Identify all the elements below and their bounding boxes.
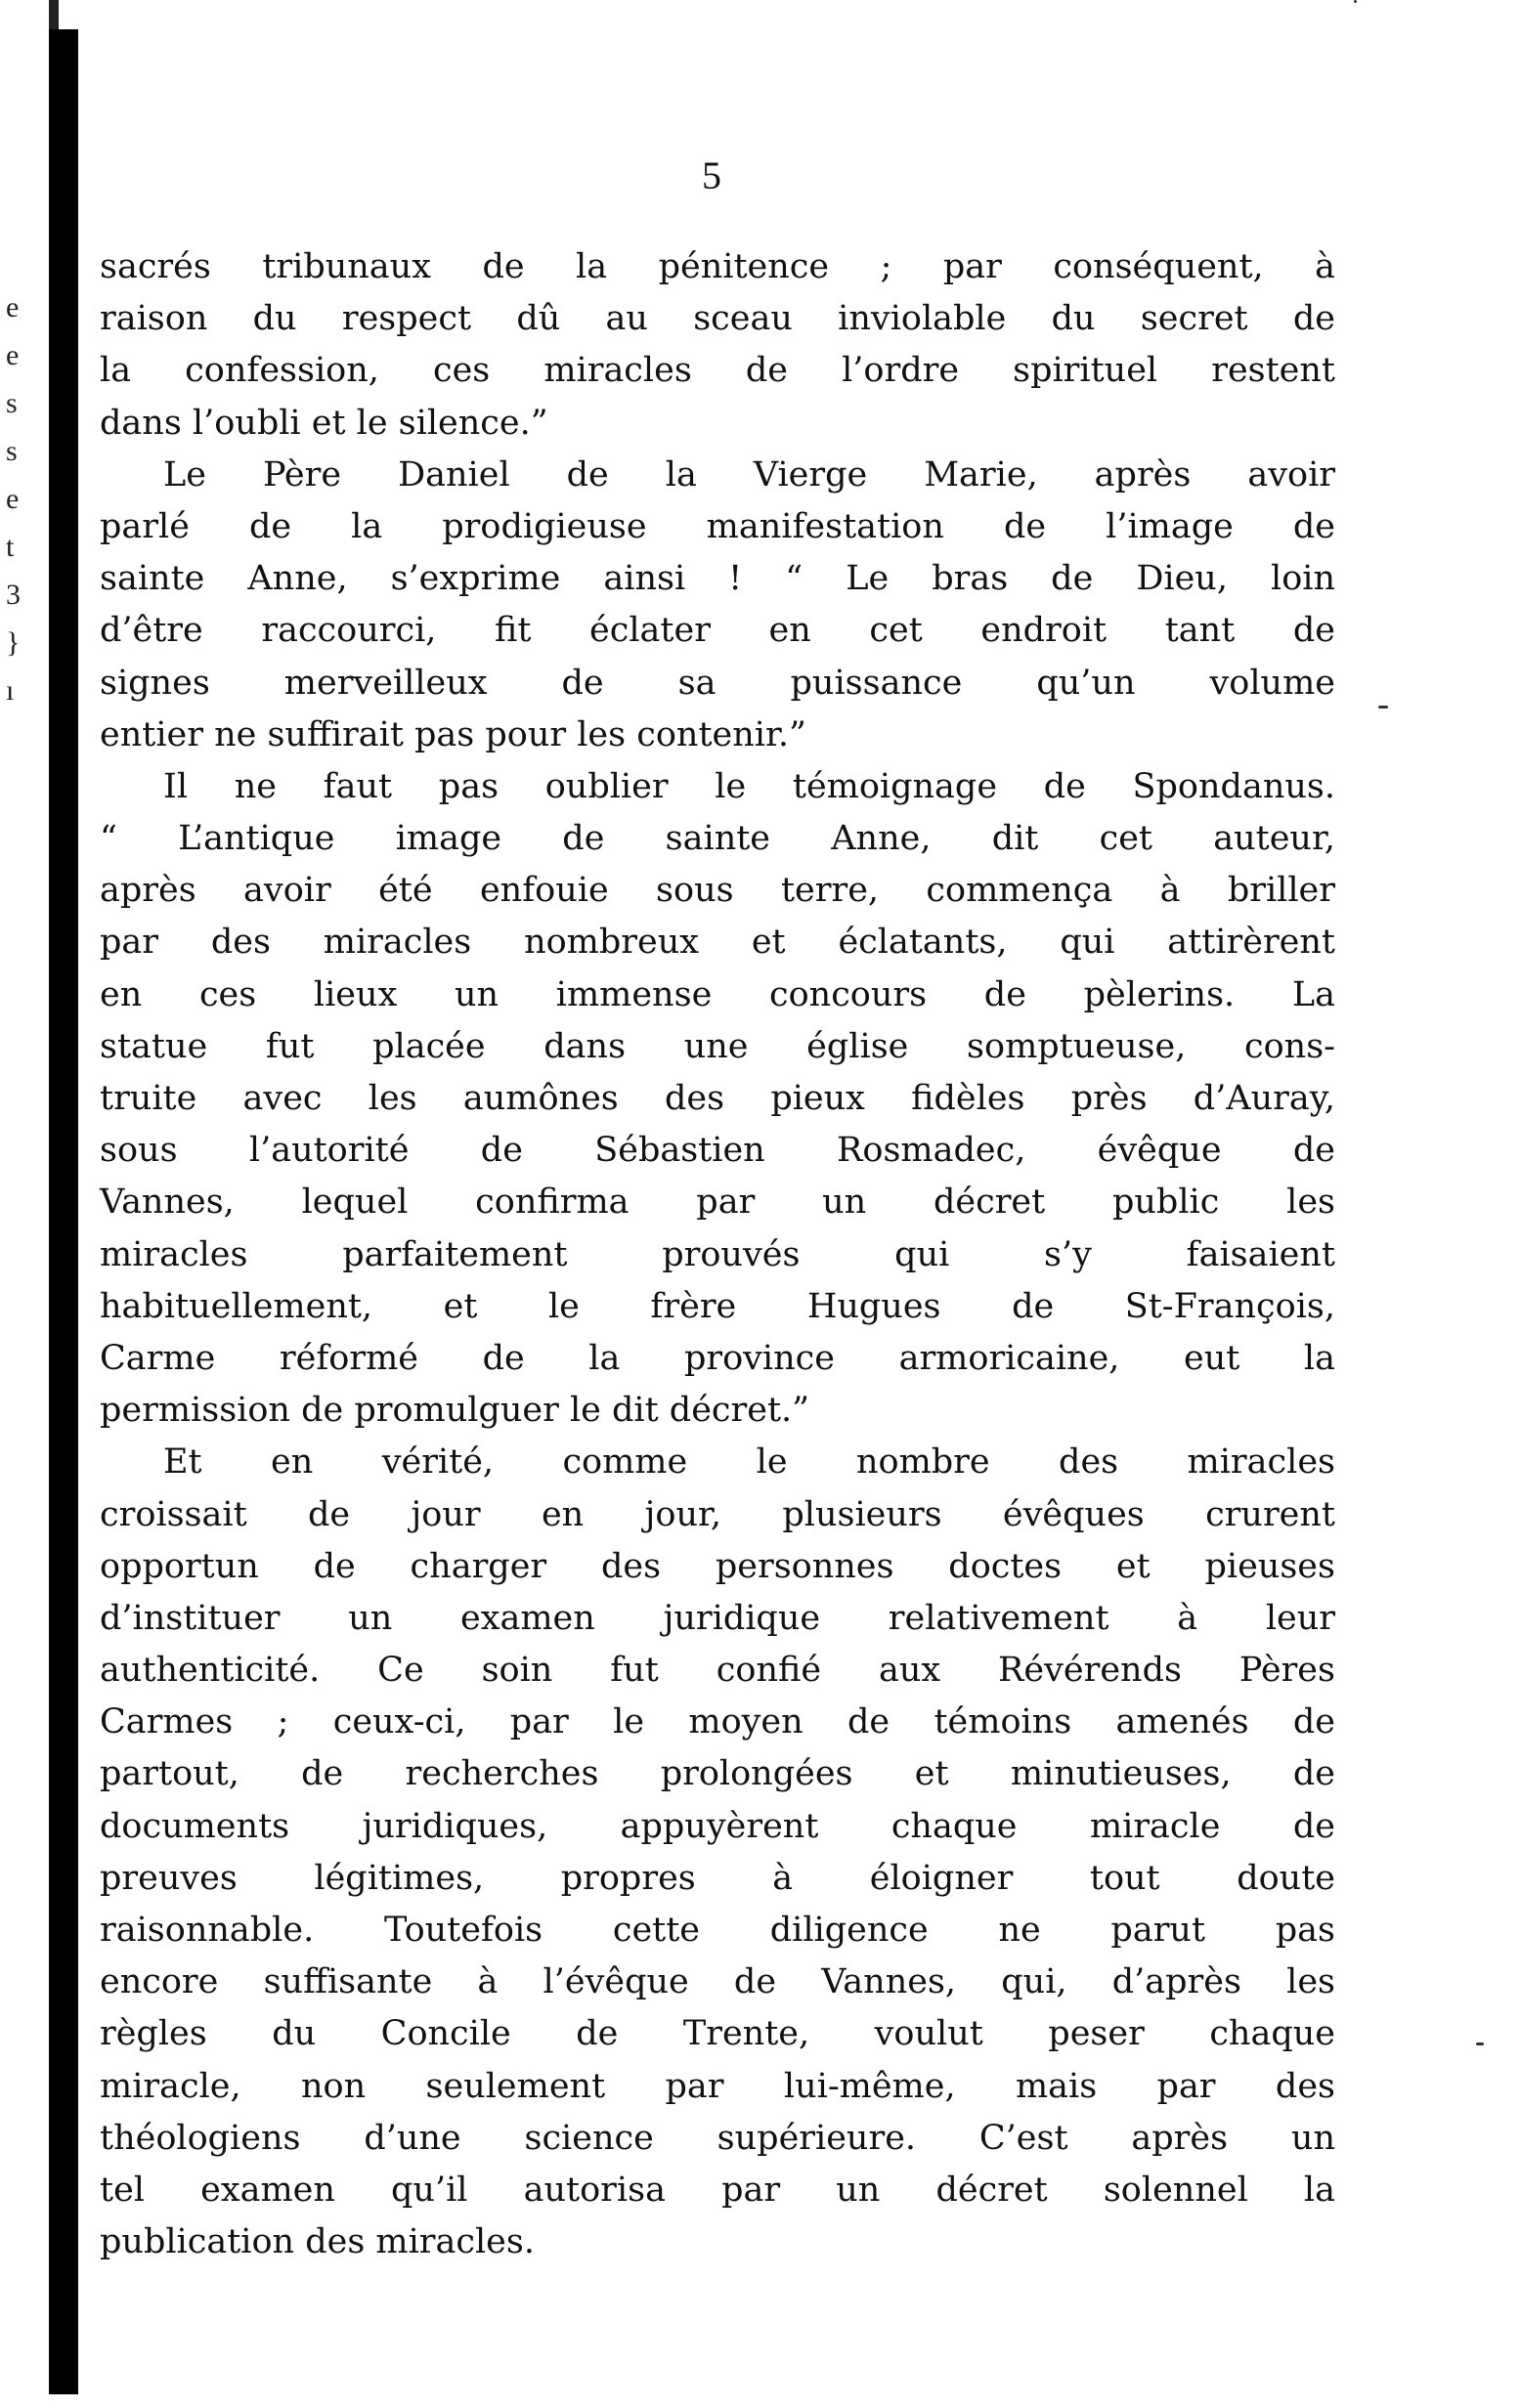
bleed-letter: s bbox=[6, 387, 18, 419]
text-line: la confession, ces miracles de l’ordre spirituel restent bbox=[100, 351, 1335, 391]
text-line: théologiens d’une science supérieure. C’est après un bbox=[100, 2118, 1335, 2158]
text-line: opportun de charger des personnes doctes et pieuses bbox=[100, 1546, 1335, 1586]
bleed-letter: t bbox=[6, 531, 15, 563]
binding-shadow-top bbox=[49, 0, 59, 29]
bleed-letter: e bbox=[6, 483, 20, 515]
text-line: authenticité. Ce soin fut confié aux Révérends Pères bbox=[100, 1651, 1335, 1691]
text-line: entier ne suffirait pas pour les contenir.” bbox=[100, 714, 806, 754]
text-line: miracles parfaitement prouvés qui s’y faisaient bbox=[100, 1234, 1335, 1274]
text-line: croissait de jour en jour, plusieurs évêques crurent bbox=[100, 1494, 1335, 1534]
text-line: par des miracles nombreux et éclatants, qui attirèrent bbox=[100, 923, 1335, 963]
scan-speck bbox=[1378, 706, 1388, 709]
text-line: Vannes, lequel confirma par un décret public les bbox=[100, 1182, 1335, 1223]
text-line: parlé de la prodigieuse manifestation de l’image de bbox=[100, 506, 1335, 546]
text-line: miracle, non seulement par lui-même, mais par des bbox=[100, 2066, 1335, 2106]
text-line: publication des miracles. bbox=[100, 2222, 535, 2262]
text-line: sainte Anne, s’exprime ainsi ! “ Le bras de Dieu, loin bbox=[100, 559, 1335, 599]
bleed-letter: ı bbox=[6, 674, 15, 707]
bleed-letter: 3 bbox=[6, 579, 21, 611]
text-line: en ces lieux un immense concours de pèlerins. La bbox=[100, 974, 1335, 1014]
body-text bbox=[100, 241, 1335, 2268]
text-line: Et en vérité, comme le nombre des miracles bbox=[163, 1442, 1335, 1483]
page-number: 5 bbox=[702, 153, 721, 197]
scan-speck bbox=[1476, 2042, 1484, 2045]
text-line: règles du Concile de Trente, voulut peser chaque bbox=[100, 2014, 1335, 2054]
text-line: Carme réformé de la province armoricaine, eut la bbox=[100, 1338, 1335, 1378]
text-line: d’instituer un examen juridique relativement à leur bbox=[100, 1598, 1335, 1638]
text-line: habituellement, et le frère Hugues de St-François, bbox=[100, 1286, 1335, 1326]
text-line: sous l’autorité de Sébastien Rosmadec, évêque de bbox=[100, 1131, 1335, 1171]
text-line: statue fut placée dans une église somptueuse, cons- bbox=[100, 1026, 1335, 1066]
text-line: sacrés tribunaux de la pénitence ; par conséquent, à bbox=[100, 247, 1335, 286]
text-line: truite avec les aumônes des pieux fidèles près d’Auray, bbox=[100, 1079, 1335, 1118]
text-line: Il ne faut pas oublier le témoignage de Spondanus. bbox=[163, 766, 1335, 806]
text-line: dans l’oubli et le silence.” bbox=[100, 403, 548, 443]
text-line: signes merveilleux de sa puissance qu’un volume bbox=[100, 663, 1335, 703]
text-line: documents juridiques, appuyèrent chaque miracle de bbox=[100, 1806, 1335, 1846]
text-line: après avoir été enfouie sous terre, commença à briller bbox=[100, 871, 1335, 911]
bleed-letter: e bbox=[6, 291, 20, 323]
text-line: “ L’antique image de sainte Anne, dit cet auteur, bbox=[100, 819, 1335, 859]
text-line: Carmes ; ceux-ci, par le moyen de témoins amenés de bbox=[100, 1702, 1335, 1742]
binding-shadow bbox=[49, 29, 78, 2394]
text-line: raison du respect dû au sceau inviolable du secret de bbox=[100, 299, 1335, 339]
text-line: raisonnable. Toutefois cette diligence ne parut pas bbox=[100, 1911, 1335, 1950]
text-line: Le Père Daniel de la Vierge Marie, après avoir bbox=[163, 454, 1335, 494]
facing-page-bleed-through bbox=[6, 293, 33, 724]
text-line: tel examen qu’il autorisa par un décret solennel la bbox=[100, 2170, 1335, 2210]
text-line: encore suffisante à l’évêque de Vannes, qui, d’après les bbox=[100, 1962, 1335, 2002]
bleed-letter: s bbox=[6, 435, 18, 467]
text-line: preuves légitimes, propres à éloigner tout doute bbox=[100, 1858, 1335, 1898]
text-line: d’être raccourci, fit éclater en cet endroit tant de bbox=[100, 611, 1335, 651]
bleed-letter: } bbox=[6, 626, 21, 659]
text-line: partout, de recherches prolongées et minutieuses, de bbox=[100, 1754, 1335, 1794]
bleed-letter: e bbox=[6, 339, 20, 371]
text-line: permission de promulguer le dit décret.” bbox=[100, 1391, 810, 1431]
scan-speck bbox=[1354, 0, 1357, 3]
